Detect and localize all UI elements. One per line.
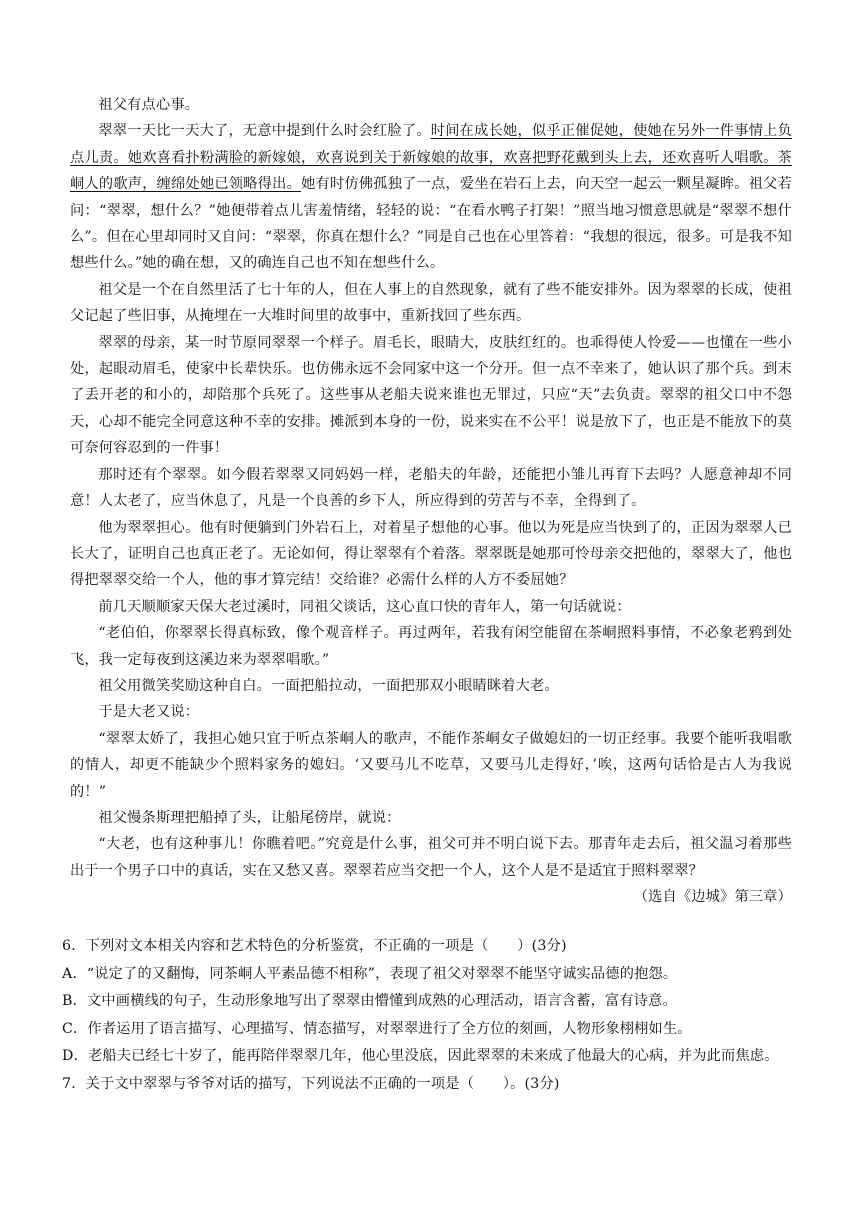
passage-paragraph-5: 那时还有个翠翠。如今假若翠翠又同妈妈一样，老船夫的年龄，还能把小雏儿再育下去吗？人愿意神却不同意！人太老了，应当休息了，凡是一个良善的乡下人，所应得到的劳苦与不幸，全得到了。 — [70, 466, 792, 510]
passage-paragraph-12: 祖父慢条斯理把船掉了头，让船尾傍岸，就说： — [98, 809, 401, 826]
passage-paragraph-2-end: 她有时仿佛孤独了一点，爱坐在岩石上去，向天空一起云一颗星凝眸。祖父若问：“翠翠，想什么？”她便带着点儿害羞情绪，轻轻的说：“在看水鸭子打架！”照当地习惯意思就是“翠翠不想什么”。但在心里却同时又自问：“翠翠，你真在想什么？”同是自己也在心里答着：“我想的很远，很多。可是我不知想些什么。”她的确在想，又的确连自己也不知在想些什么。 — [70, 176, 792, 272]
passage-paragraph-9: 祖父用微笑奖励这种自白。一面把船拉动，一面把那双小眼睛眯着大老。 — [98, 677, 559, 694]
question-7-stem: 7．关于文中翠翠与爷爷对话的描写，下列说法不正确的一项是（ ）。(3分) — [62, 1075, 560, 1092]
passage-paragraph-11: “翠翠太娇了，我担心她只宜于听点茶峒人的歌声，不能作茶峒女子做媳妇的一切正经事。我要个能听我唱歌的情人，却更不能缺少个照料家务的媳妇。‘又要马儿不吃草，又要马儿走得好，’唉，这两句话恰是古人为我说的！” — [70, 730, 792, 800]
question-6-option-d: D．老船夫已经七十岁了，能再陪伴翠翠几年，他心里没底，因此翠翠的未来成了他最大的心病，并为此而焦虑。 — [62, 1048, 779, 1064]
passage-paragraph-13: “大老，也有这种事儿！你瞧着吧。”究竟是什么事，祖父可并不明白说下去。那青年走去后，祖父温习着那些出于一个男子口中的真话，实在又愁又喜。翠翠若应当交把一个人，这个人是不是适宜于照料翠翠？ — [70, 836, 792, 879]
questions-section — [62, 933, 792, 1098]
passage-paragraph-2-start: 翠翠一天比一天大了，无意中提到什么时会红脸了。 — [98, 123, 431, 140]
passage-paragraph-10: 于是大老又说： — [98, 704, 200, 721]
reading-passage — [70, 92, 792, 911]
passage-paragraph-1: 祖父有点心事。 — [98, 97, 200, 113]
underlined-sentence: 时间在成长她，似乎正催促她，使她在另外一件事情上负点儿责。她欢喜看扑粉满脸的新嫁娘，欢喜说到关于新嫁娘的故事，欢喜把野花戴到头上去，还欢喜听人唱歌。茶峒人的歌声，缠绵处她已领略得出。 — [70, 123, 792, 193]
passage-paragraph-3: 祖父是一个在自然里活了七十年的人，但在人事上的自然现象，就有了些不能安排外。因为翠翠的长成，使祖父记起了些旧事，从掩埋在一大堆时间里的故事中，重新找回了些东西。 — [70, 281, 792, 325]
passage-paragraph-6: 他为翠翠担心。他有时便躺到门外岩石上，对着星子想他的心事。他以为死是应当快到了的，正因为翠翠人已长大了，证明自己也真正老了。无论如何，得让翠翠有个着落。翠翠既是她那可怜母亲交把他的，翠翠大了，他也得把翠翠交给一个人，他的事才算完结！交给谁？必需什么样的人方不委屈她？ — [70, 519, 792, 589]
question-6-option-a: A．“说定了的又翻悔，同茶峒人平素品德不相称”，表现了祖父对翠翠不能坚守诚实品德的抱怨。 — [62, 965, 678, 982]
passage-paragraph-4: 翠翠的母亲，某一时节原同翠翠一个样子。眉毛长，眼睛大，皮肤红红的。也乖得使人怜爱——也懂在一些小处，起眼动眉毛，使家中长辈快乐。也仿佛永远不会同家中这一个分开。但一点不幸来了，她认识了那个兵。到末了丢开老的和小的，却陪那个兵死了。这些事从老船夫说来谁也无罪过，只应“天”去负责。翠翠的祖父口中不怨天，心却不能完全同意这种不幸的安排。摊派到本身的一份，说来实在不公平！说是放下了，也正是不能放下的莫可奈何容忍到的一件事！ — [70, 334, 792, 457]
question-6-stem: 6．下列对文本相关内容和艺术特色的分析鉴赏，不正确的一项是（ ）(3分) — [62, 938, 567, 954]
source-citation: （选自《边城》第三章） — [633, 889, 792, 906]
passage-paragraph-2 — [70, 118, 792, 276]
question-6-option-b: B．文中画横线的句子，生动形象地写出了翠翠由懵懂到成熟的心理活动，语言含蓄，富有诗意。 — [62, 993, 677, 1009]
passage-paragraph-8: “老伯伯，你翠翠长得真标致，像个观音样子。再过两年，若我有闲空能留在茶峒照料事情，不必象老鸦到处飞，我一定每夜到这溪边来为翠翠唱歌。” — [70, 625, 792, 668]
passage-paragraph-7: 前几天顺顺家天保大老过溪时，同祖父谈话，这心直口快的青年人，第一句话就说： — [98, 598, 631, 615]
question-6-option-c: C．作者运用了语言描写、心理描写、情态描写，对翠翠进行了全方位的刻画，人物形象栩栩如生。 — [62, 1020, 692, 1037]
